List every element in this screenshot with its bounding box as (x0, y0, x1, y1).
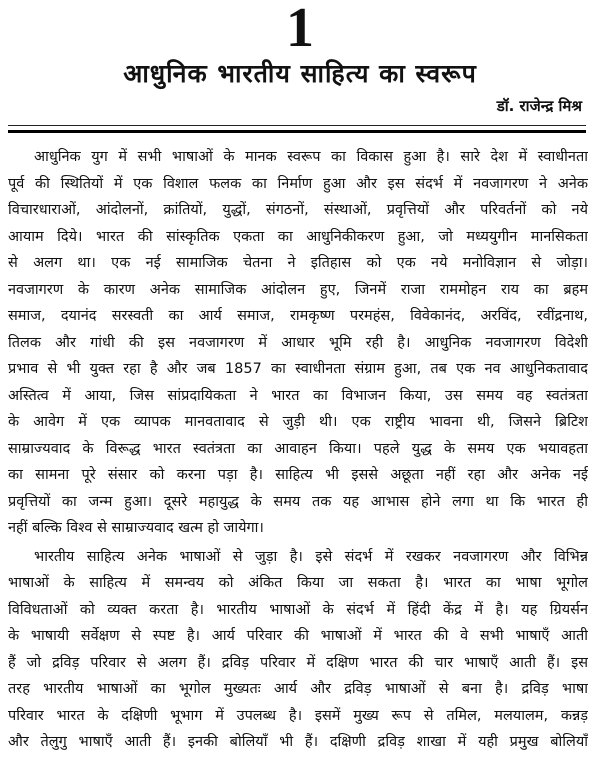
text-line: प्रभाव से भी युक्त रहा है और जब 1857 का स्वाधीनता संग्राम हुआ, तब एक नव आधुनिकतावाद (8, 361, 588, 377)
text-line: विविधताओं को व्यक्त करता है। भारतीय भाषाओं के संदर्भ में हिंदी केंद्र में है। यह ग्रियर्सन (8, 601, 588, 618)
text-line: परिवार भारत के दक्षिणी भूभाग में उपलब्ध है। इसमें मुख्य रूप से तमिल, मलयालम, कन्नड़ (8, 707, 588, 724)
header-rule-thick (8, 130, 586, 133)
text-line: भारतीय साहित्य अनेक भाषाओं से जुड़ा है। इसे संदर्भ में रखकर नवजागरण और विभिन्न (34, 548, 588, 565)
chapter-number: 1 (286, 0, 314, 59)
text-line: और तेलुगु भाषाएँ आती हैं। इनकी बोलियाँ भी हैं। दक्षिणी द्रविड़ शाखा में यही प्रमुख बोलियाँ (8, 734, 588, 750)
text-line: तिलक और गांधी की इस नवजागरण में आधार भूमि रही है। आधुनिक नवजागरण विदेशी (8, 334, 588, 351)
text-line: विचारधाराओं, आंदोलनों, क्रांतियों, युद्धों, संगठनों, संस्थाओं, प्रवृत्तियों और परिवर्तनों को नये (8, 202, 588, 218)
author-name: डॉ. राजेन्द्र मिश्र (496, 97, 582, 115)
text-line: पूर्व की स्थितियों में एक विशाल फलक का निर्माण हुआ और इस संदर्भ में नवजागरण ने अनेक (8, 175, 588, 192)
text-line: आधुनिक युग में सभी भाषाओं के मानक स्वरूप का विकास हुआ है। सारे देश में स्वाधीनता (34, 149, 588, 165)
header-rule-thin (8, 125, 586, 126)
text-line: भाषाओं के साहित्य में समन्वय को अंकित किया जा सकता है। भारत का भाषा भूगोल (8, 575, 588, 591)
text-line: के आवेग में एक व्यापक मानवतावाद से जुड़ी थी। एक राष्ट्रीय भावना थी, जिसने ब्रिटिश (8, 414, 588, 430)
paragraph (8, 544, 588, 756)
text-line: नहीं बल्कि विश्व से साम्राज्यवाद खत्म हो जायेगा। (8, 520, 264, 536)
text-line: नवजागरण के कारण अनेक सामाजिक आंदोलन हुए, जिनमें राजा राममोहन राय का ब्रहम (8, 281, 588, 298)
text-line: का सामना पूरे संसार को करना पड़ा है। साहित्य भी इससे अछूता नहीं रहा और अनेक नई (8, 467, 588, 483)
text-line: आयाम दिये। भारत की सांस्कृतिक एकता का आधुनिकीकरण हुआ, जो मध्ययुगीन मानसिकता (8, 228, 588, 245)
text-line: के भाषायी सर्वेक्षण से स्पष्ट है। आर्य परिवार की भाषाओं में भारत की वे सभी भाषाएँ आती (8, 628, 588, 644)
text-line: हैं जो द्रविड़ परिवार से अलग हैं। द्रविड़ परिवार में दक्षिण भारत की चार भाषाएँ आती हैं। इस (8, 654, 588, 671)
body-text (8, 144, 588, 756)
text-line: समाज, दयानंद सरस्वती का आर्य समाज, रामकृष्ण परमहंस, विवेकानंद, अरविंद, रवींद्रनाथ, (8, 308, 588, 324)
chapter-title: आधुनिक भारतीय साहित्य का स्वरूप (123, 59, 477, 88)
text-line: से अलग था। एक नई सामाजिक चेतना ने इतिहास को एक नये मनोविज्ञान से जोड़ा। (8, 255, 588, 271)
text-line: अस्तित्व में आया, जिस सांप्रदायिकता ने भारत का विभाजन किया, उस समय वह स्वतंत्रता (8, 387, 588, 404)
text-line: प्रवृत्तियों का जन्म हुआ। दूसरे महायुद्ध के समय तक यह आभास होने लगा था कि भारत ही (8, 493, 588, 510)
text-line: साम्राज्यवाद के विरूद्ध भारत स्वतंत्रता का आवाहन किया। पहले युद्ध के समय एक भयावहता (8, 440, 588, 457)
paragraph (8, 144, 588, 542)
text-line: तरह भारतीय भाषाओं का भूगोल मुख्यतः आर्य और द्रविड़ भाषाओं से बना है। द्रविड़ भाषा (8, 681, 588, 697)
